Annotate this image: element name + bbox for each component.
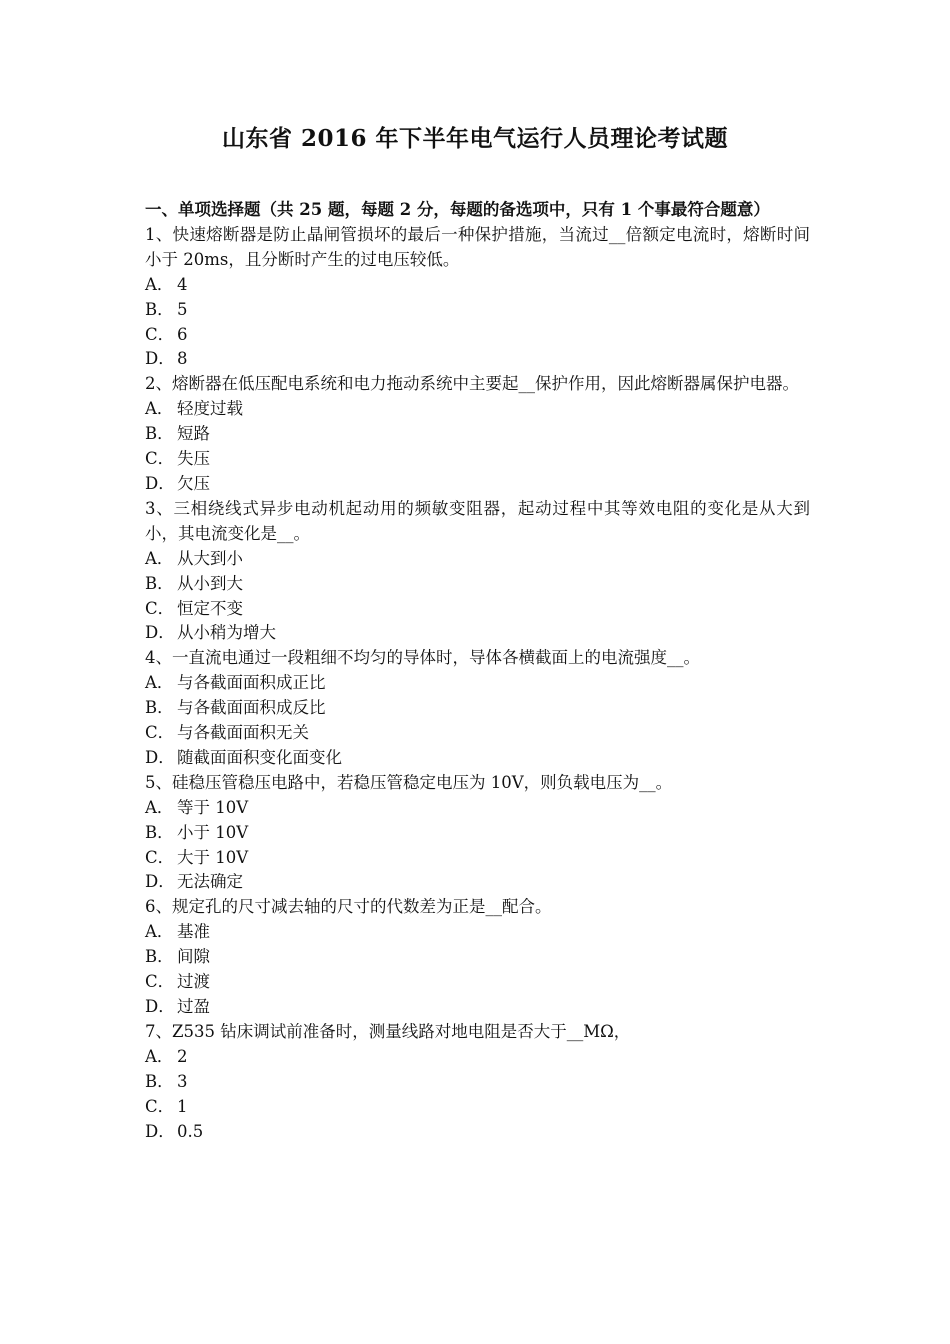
option-letter: C． <box>145 1096 175 1116</box>
option-text: 短路 <box>177 424 210 444</box>
option-letter: A． <box>145 274 174 294</box>
option-letter: C． <box>145 847 175 867</box>
option-letter: A． <box>145 548 174 568</box>
option-letter: D． <box>145 623 175 643</box>
option-letter: D． <box>145 349 175 369</box>
question-6 <box>145 895 810 1020</box>
option-letter: B． <box>145 822 174 842</box>
option-text: 大于 10V <box>177 847 249 867</box>
question-text: 6、规定孔的尺寸减去轴的尺寸的代数差为正是__配合。 <box>145 897 552 917</box>
section-heading: 一、单项选择题（共 25 题，每题 2 分，每题的备选项中，只有 1 个事最符合题意） <box>145 200 770 219</box>
option-text: 1 <box>177 1096 188 1116</box>
option-text: 欠压 <box>177 473 210 493</box>
option-text: 从大到小 <box>177 548 243 568</box>
option-d <box>145 472 810 497</box>
question-5 <box>145 771 810 896</box>
option-d <box>145 1120 810 1145</box>
option-letter: B． <box>145 299 174 319</box>
option-d <box>145 621 810 646</box>
option-a <box>145 273 810 298</box>
option-text: 与各截面面积成正比 <box>177 673 326 693</box>
option-letter: B． <box>145 947 174 967</box>
option-letter: C． <box>145 598 175 618</box>
question-text: 3、三相绕线式异步电动机起动用的频敏变阻器，起动过程中其等效电阻的变化是从大到小，其电流变化是__。 <box>145 498 810 543</box>
option-letter: D． <box>145 997 175 1016</box>
option-a <box>145 547 810 572</box>
option-b <box>145 298 810 323</box>
document-body <box>145 198 810 1144</box>
option-letter: D． <box>145 1121 175 1141</box>
option-letter: D． <box>145 473 175 493</box>
option-letter: D． <box>145 747 175 767</box>
option-text: 从小稍为增大 <box>177 623 276 643</box>
question-3 <box>145 497 810 646</box>
option-text: 4 <box>177 274 188 294</box>
option-letter: C． <box>145 972 175 992</box>
option-a <box>145 671 810 696</box>
option-b <box>145 821 810 846</box>
option-a <box>145 1045 810 1070</box>
option-text: 失压 <box>177 449 210 469</box>
option-a <box>145 796 810 821</box>
option-b <box>145 696 810 721</box>
question-4 <box>145 646 810 771</box>
question-text: 5、硅稳压管稳压电路中，若稳压管稳定电压为 10V，则负载电压为__。 <box>145 772 673 792</box>
option-a <box>145 397 810 422</box>
option-c <box>145 721 810 746</box>
option-text: 恒定不变 <box>177 598 243 618</box>
option-letter: C． <box>145 449 175 469</box>
option-text: 5 <box>177 299 188 319</box>
question-text: 7、Z535 钻床调试前准备时，测量线路对地电阻是否大于__MΩ， <box>145 1021 631 1041</box>
option-text: 小于 10V <box>177 822 249 842</box>
option-text: 8 <box>177 349 188 369</box>
option-c <box>145 323 810 348</box>
question-2 <box>145 372 810 497</box>
option-b <box>145 572 810 597</box>
option-text: 基准 <box>177 922 210 942</box>
option-text: 与各截面面积成反比 <box>177 698 326 718</box>
option-c <box>145 1095 810 1120</box>
option-text: 2 <box>177 1046 188 1066</box>
option-letter: C． <box>145 723 175 743</box>
option-letter: A． <box>145 399 174 419</box>
option-letter: C． <box>145 324 175 344</box>
option-d <box>145 995 810 1020</box>
option-text: 间隙 <box>177 947 210 967</box>
question-7 <box>145 1020 810 1145</box>
option-c <box>145 447 810 472</box>
option-text: 轻度过载 <box>177 399 243 419</box>
option-text: 等于 10V <box>177 797 249 817</box>
question-1 <box>145 223 810 372</box>
option-b <box>145 1070 810 1095</box>
option-text: 无法确定 <box>177 872 243 892</box>
question-text: 2、熔断器在低压配电系统和电力拖动系统中主要起__保护作用，因此熔断器属保护电器。 <box>145 374 799 394</box>
page-title: 山东省 2016 年下半年电气运行人员理论考试题 <box>221 125 729 152</box>
option-b <box>145 422 810 447</box>
option-letter: A． <box>145 922 174 942</box>
option-b <box>145 945 810 970</box>
question-text: 4、一直流电通过一段粗细不均匀的导体时，导体各横截面上的电流强度__。 <box>145 648 700 668</box>
option-letter: B． <box>145 1071 174 1091</box>
option-letter: B． <box>145 698 174 718</box>
option-text: 0.5 <box>177 1121 204 1141</box>
option-d <box>145 746 810 771</box>
option-text: 6 <box>177 324 188 344</box>
option-a <box>145 920 810 945</box>
option-d <box>145 870 810 895</box>
option-text: 从小到大 <box>177 573 243 593</box>
option-letter: B． <box>145 424 174 444</box>
option-text: 与各截面面积无关 <box>177 723 309 743</box>
option-text: 3 <box>177 1071 188 1091</box>
option-letter: B． <box>145 573 174 593</box>
option-c <box>145 846 810 871</box>
option-text: 随截面面积变化面变化 <box>177 747 342 767</box>
option-c <box>145 970 810 995</box>
option-letter: A． <box>145 673 174 693</box>
option-d <box>145 347 810 372</box>
option-letter: A． <box>145 1046 174 1066</box>
option-letter: D． <box>145 872 175 892</box>
option-letter: A． <box>145 797 174 817</box>
option-text: 过盈 <box>177 997 210 1016</box>
question-text: 1、快速熔断器是防止晶闸管损坏的最后一种保护措施，当流过__倍额定电流时，熔断时间小于 20ms，且分断时产生的过电压较低。 <box>145 224 810 269</box>
option-text: 过渡 <box>177 972 210 992</box>
option-c <box>145 597 810 622</box>
